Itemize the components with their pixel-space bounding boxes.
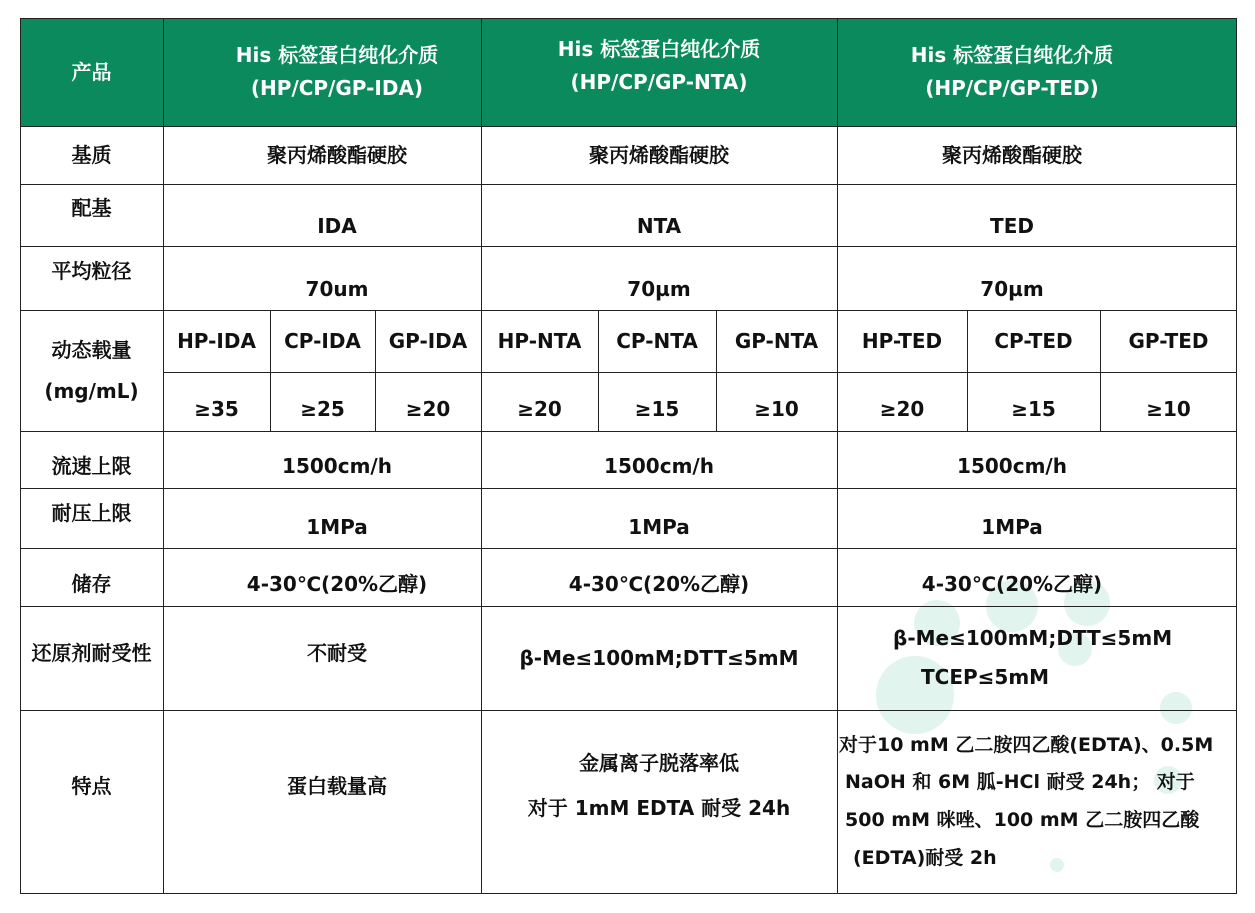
- capacity-type-text: HP-TED: [861, 328, 943, 353]
- storage-ted-text: 4-30℃(20%乙醇): [921, 571, 1103, 596]
- capacity-value-hp-ida: [163, 372, 270, 431]
- storage-ida-text: 4-30℃(20%乙醇): [246, 571, 428, 596]
- header-ted-line1: His 标签蛋白纯化介质: [910, 43, 1114, 67]
- capacity-value-text: ≥25: [300, 397, 345, 421]
- matrix-nta-text: 聚丙烯酸酯硬胶: [589, 142, 729, 167]
- row-flow-ted: [837, 431, 1237, 488]
- features-ted-line3: 500 mM 咪唑、100 mM 乙二胺四乙酸: [845, 809, 1200, 831]
- capacity-type-text: HP-IDA: [177, 328, 256, 353]
- reducing-ted-line1: β-Me≤100mM;DTT≤5mM: [893, 626, 1173, 650]
- grid-line: [716, 310, 717, 431]
- capacity-type-text: CP-TED: [994, 328, 1073, 353]
- capacity-value-cp-ida: [270, 372, 375, 431]
- row-size-ted: [837, 246, 1237, 310]
- pressure-nta-text: 1MPa: [628, 514, 690, 539]
- row-flow-nta: [481, 431, 837, 488]
- flow-ted-text: 1500cm/h: [957, 454, 1067, 478]
- row-storage-nta: [481, 548, 837, 606]
- capacity-type-cp-nta: [598, 310, 716, 372]
- reducing-nta-text: β-Me≤100mM;DTT≤5mM: [519, 645, 799, 670]
- ligand-label-text: 配基: [71, 195, 112, 220]
- grid-line: [20, 893, 1237, 894]
- capacity-label-line1: 动态载量: [51, 337, 132, 362]
- pressure-label-text: 耐压上限: [51, 500, 132, 525]
- ligand-ted-text: TED: [990, 213, 1034, 238]
- row-ligand-label: [20, 184, 163, 246]
- pressure-ted-text: 1MPa: [981, 514, 1043, 539]
- flow-ida-text: 1500cm/h: [282, 454, 392, 478]
- grid-line: [163, 18, 164, 894]
- grid-line: [20, 606, 1237, 607]
- grid-line: [20, 246, 1237, 247]
- row-ligand-nta: [481, 184, 837, 246]
- capacity-type-hp-ida: [163, 310, 270, 372]
- capacity-value-text: ≥20: [405, 397, 451, 421]
- row-pressure-label: [20, 488, 163, 548]
- grid-line: [20, 310, 1237, 311]
- grid-line: [20, 18, 21, 894]
- header-product-label: 产品: [71, 59, 112, 84]
- row-matrix-label: [20, 126, 163, 184]
- capacity-type-hp-nta: [481, 310, 598, 372]
- row-features-nta: [481, 710, 837, 894]
- header-ted: [837, 18, 1237, 126]
- capacity-value-text: ≥15: [1011, 397, 1056, 421]
- ligand-ida-text: IDA: [317, 213, 357, 238]
- header-ida-line2: (HP/CP/GP-IDA): [250, 76, 424, 100]
- grid-line: [20, 710, 1237, 711]
- row-features-label: [20, 710, 163, 894]
- grid-line: [967, 310, 968, 431]
- row-pressure-ida: [163, 488, 481, 548]
- grid-line: [598, 310, 599, 431]
- capacity-value-gp-ida: [375, 372, 481, 431]
- features-ted-line2: NaOH 和 6M 胍-HCl 耐受 24h； 对于: [845, 771, 1195, 794]
- matrix-ted-text: 聚丙烯酸酯硬胶: [942, 142, 1082, 167]
- row-reducing-label: [20, 606, 163, 710]
- size-ida-text: 70um: [305, 276, 369, 301]
- matrix-label-text: 基质: [71, 142, 112, 167]
- capacity-type-text: GP-TED: [1128, 328, 1209, 353]
- row-reducing-ted: [837, 606, 1237, 710]
- features-nta-line1: 金属离子脱落率低: [579, 751, 739, 775]
- capacity-type-text: GP-NTA: [734, 328, 819, 353]
- grid-line: [20, 184, 1237, 185]
- size-label-text: 平均粒径: [51, 258, 132, 283]
- capacity-type-hp-ted: [837, 310, 967, 372]
- header-nta: [481, 18, 837, 126]
- capacity-value-text: ≥20: [517, 397, 562, 421]
- row-flow-label: [20, 431, 163, 488]
- row-features-ted: [837, 710, 1237, 894]
- reducing-label-text: 还原剂耐受性: [31, 640, 152, 665]
- grid-line: [20, 126, 1237, 127]
- capacity-type-gp-nta: [716, 310, 837, 372]
- flow-nta-text: 1500cm/h: [604, 454, 714, 478]
- header-nta-line2: (HP/CP/GP-NTA): [570, 70, 748, 94]
- row-flow-ida: [163, 431, 481, 488]
- grid-line: [20, 431, 1237, 432]
- row-storage-ted: [837, 548, 1237, 606]
- grid-line: [20, 18, 1237, 19]
- header-nta-line1: His 标签蛋白纯化介质: [557, 37, 761, 61]
- capacity-value-cp-nta: [598, 372, 716, 431]
- storage-nta-text: 4-30℃(20%乙醇): [568, 571, 750, 596]
- matrix-ida-text: 聚丙烯酸酯硬胶: [267, 142, 407, 167]
- flow-label-text: 流速上限: [51, 454, 132, 478]
- row-ligand-ted: [837, 184, 1237, 246]
- size-ted-text: 70µm: [980, 276, 1044, 301]
- header-product: [20, 18, 163, 126]
- capacity-type-gp-ida: [375, 310, 481, 372]
- row-size-ida: [163, 246, 481, 310]
- grid-line: [1236, 18, 1237, 894]
- grid-line: [20, 488, 1237, 489]
- grid-line: [270, 310, 271, 431]
- ligand-nta-text: NTA: [636, 213, 682, 238]
- capacity-type-text: HP-NTA: [497, 328, 582, 353]
- features-ida-text: 蛋白载量高: [287, 773, 387, 798]
- row-pressure-nta: [481, 488, 837, 548]
- capacity-value-text: ≥35: [194, 397, 239, 421]
- row-ligand-ida: [163, 184, 481, 246]
- grid-line: [375, 310, 376, 431]
- capacity-value-gp-nta: [716, 372, 837, 431]
- capacity-type-text: GP-IDA: [388, 328, 468, 353]
- row-size-label: [20, 246, 163, 310]
- capacity-value-text: ≥15: [634, 397, 680, 421]
- features-nta-line2: 对于 1mM EDTA 耐受 24h: [527, 796, 791, 820]
- grid-line: [163, 372, 1237, 373]
- capacity-value-cp-ted: [967, 372, 1100, 431]
- row-storage-label: [20, 548, 163, 606]
- capacity-value-hp-ted: [837, 372, 967, 431]
- row-reducing-ida: [163, 606, 481, 710]
- row-features-ida: [163, 710, 481, 894]
- reducing-ida-text: 不耐受: [307, 640, 367, 665]
- header-ida-line1: His 标签蛋白纯化介质: [235, 43, 439, 67]
- row-storage-ida: [163, 548, 481, 606]
- header-ted-line2: (HP/CP/GP-TED): [925, 76, 1099, 100]
- capacity-type-text: CP-IDA: [284, 328, 361, 353]
- features-ted-line1: 对于10 mM 乙二胺四乙酸(EDTA)、0.5M: [839, 733, 1214, 756]
- row-capacity-label: [20, 310, 163, 431]
- reducing-ted-line2: TCEP≤5mM: [921, 665, 1050, 689]
- row-matrix-ida: [163, 126, 481, 184]
- row-matrix-ted: [837, 126, 1237, 184]
- capacity-type-gp-ted: [1100, 310, 1237, 372]
- grid-line: [1100, 310, 1101, 431]
- capacity-value-text: ≥10: [754, 397, 799, 421]
- row-reducing-nta: [481, 606, 837, 710]
- grid-line: [20, 548, 1237, 549]
- features-label-text: 特点: [71, 773, 112, 798]
- capacity-type-text: CP-NTA: [616, 328, 698, 353]
- capacity-type-cp-ted: [967, 310, 1100, 372]
- capacity-value-gp-ted: [1100, 372, 1237, 431]
- storage-label-text: 储存: [71, 571, 112, 596]
- features-ted-line4: (EDTA)耐受 2h: [853, 846, 997, 869]
- pressure-ida-text: 1MPa: [306, 514, 368, 539]
- row-pressure-ted: [837, 488, 1237, 548]
- grid-line: [837, 18, 838, 894]
- capacity-label-line2: (mg/mL): [44, 378, 139, 403]
- capacity-value-text: ≥20: [879, 397, 925, 421]
- capacity-type-cp-ida: [270, 310, 375, 372]
- size-nta-text: 70µm: [627, 276, 691, 301]
- grid-line: [481, 18, 482, 894]
- row-size-nta: [481, 246, 837, 310]
- capacity-value-hp-nta: [481, 372, 598, 431]
- capacity-value-text: ≥10: [1146, 397, 1191, 421]
- row-matrix-nta: [481, 126, 837, 184]
- header-ida: [163, 18, 481, 126]
